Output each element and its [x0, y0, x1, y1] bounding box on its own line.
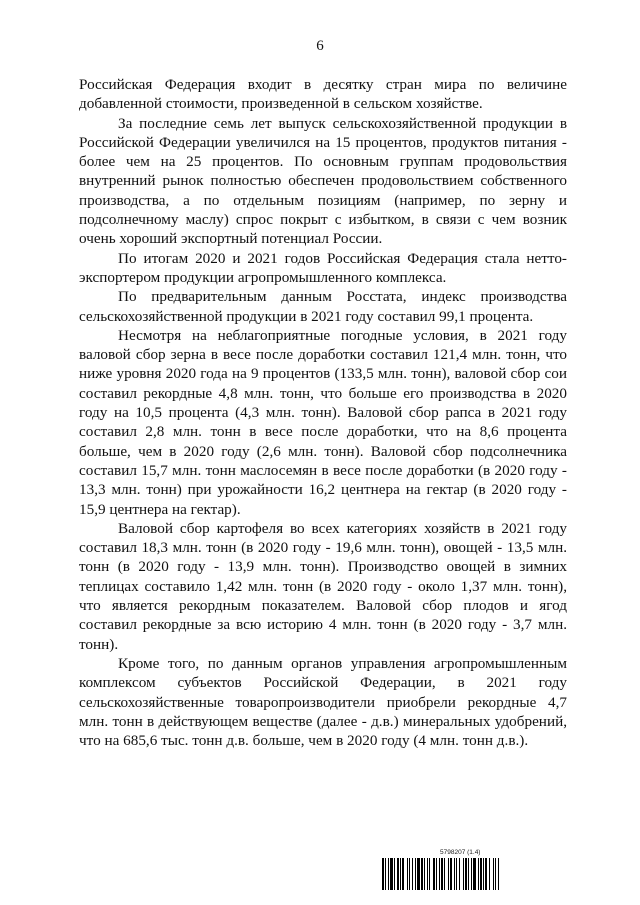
barcode-bar	[478, 858, 479, 890]
barcode-bar	[483, 858, 484, 890]
barcode-bar	[480, 858, 482, 890]
barcode-bar	[417, 858, 420, 890]
barcode-bar	[498, 858, 499, 890]
paragraph-1: Российская Федерация входит в десятку стран мира по величине добавленной стоимости, произведенной в сельском хозяйстве.	[79, 76, 567, 113]
page-number: 6	[316, 38, 324, 54]
barcode-icon	[382, 858, 580, 890]
barcode-bar	[485, 858, 487, 890]
barcode-bar	[400, 858, 401, 890]
barcode-bar	[444, 858, 445, 890]
barcode-bar	[473, 858, 476, 890]
barcode-bar	[382, 858, 384, 890]
barcode-bar	[429, 858, 430, 890]
barcode-bar	[421, 858, 423, 890]
paragraph-4: По предварительным данным Росстата, индекс производства сельскохозяйственной продукции в 2021 году составил 99,1 процента.	[79, 288, 567, 325]
barcode-bar	[415, 858, 416, 890]
paragraph-5: Несмотря на неблагоприятные погодные условия, в 2021 году валовой сбор зерна в весе после доработки составил 121,4 млн. тонн, что ниже уровня 2020 года на 9 процентов (133,5 млн. тонн), валовой сбор сои составил рекордные 4,8 млн. тонн, что больше его производства в 2020 году на 10,5 процента (4,3 млн. тонн). Валовой сбор рапса в 2021 году составил 2,8 млн. тонн в весе после доработки, что на 8,6 процента больше, чем в 2020 году (2,6 млн. тонн). Валовой сбор подсолнечника составил 15,7 млн. тонн маслосемян в весе после доработки (в 2020 году - 13,3 млн. тонн) при урожайности 16,2 центнера на гектар (в 2020 году - 15,9 центнера на гектар).	[79, 326, 567, 518]
barcode-bar	[412, 858, 413, 890]
barcode-bar	[397, 858, 399, 890]
barcode-bar	[409, 858, 410, 890]
barcode-bar	[463, 858, 464, 890]
document-barcode-block	[382, 849, 580, 890]
barcode-bar	[394, 858, 395, 890]
barcode-bar	[441, 858, 443, 890]
barcode-bar	[468, 858, 469, 890]
body-text	[79, 75, 567, 750]
barcode-bar	[459, 858, 460, 890]
paragraph-7: Кроме того, по данным органов управления агропромышленным комплексом субъектов Российской Федерации, в 2021 году сельскохозяйственные товаропроизводители приобрели рекордные 4,7 млн. тонн в действующем веществе (далее - д.в.) минеральных удобрений, что на 685,6 тыс. тонн д.в. больше, чем в 2020 году (4 млн. тонн д.в.).	[79, 654, 567, 750]
barcode-bar	[439, 858, 440, 890]
barcode-bar	[433, 858, 435, 890]
document-code: 5798207 (1.4)	[440, 849, 481, 856]
barcode-bar	[450, 858, 452, 890]
barcode-bar	[385, 858, 386, 890]
barcode-bar	[448, 858, 449, 890]
barcode-bar	[424, 858, 425, 890]
paragraph-2: За последние семь лет выпуск сельскохозяйственной продукции в Российской Федерации увеличился на 15 процентов, продуктов питания - более чем на 25 процентов. По основным группам продовольствия внутренний рынок полностью обеспечен продовольствием собственного производства, а по отдельным позициям (например, по зерну и подсолнечному маслу) спрос покрыт с избытком, в связи с чем возник очень хороший экспортный потенциал России.	[79, 114, 567, 248]
barcode-bar	[427, 858, 428, 890]
barcode-bar	[390, 858, 393, 890]
barcode-bar	[465, 858, 467, 890]
barcode-bar	[402, 858, 404, 890]
paragraph-3: По итогам 2020 и 2021 годов Российская Федерация стала нетто-экспортером продукции агропромышленного комплекса.	[79, 249, 567, 286]
barcode-bar	[407, 858, 408, 890]
barcode-bar	[495, 858, 496, 890]
barcode-bar	[436, 858, 437, 890]
paragraph-6: Валовой сбор картофеля во всех категориях хозяйств в 2021 году составил 18,3 млн. тонн (в 2020 году - 19,6 млн. тонн), овощей - 13,5 млн. тонн (в 2020 году - 13,9 млн. тонн). Производство овощей в зимних теплицах составило 1,42 млн. тонн (в 2020 году - около 1,37 млн. тонн), что является рекордным показателем. Валовой сбор плодов и ягод составил рекордные за всю историю 4 млн. тонн (в 2020 году - 3,7 млн. тонн).	[79, 519, 567, 653]
barcode-bar	[456, 858, 457, 890]
barcode-bar	[388, 858, 389, 890]
barcode-bar	[454, 858, 455, 890]
barcode-bar	[471, 858, 472, 890]
barcode-bar	[493, 858, 494, 890]
barcode-bar	[489, 858, 490, 890]
